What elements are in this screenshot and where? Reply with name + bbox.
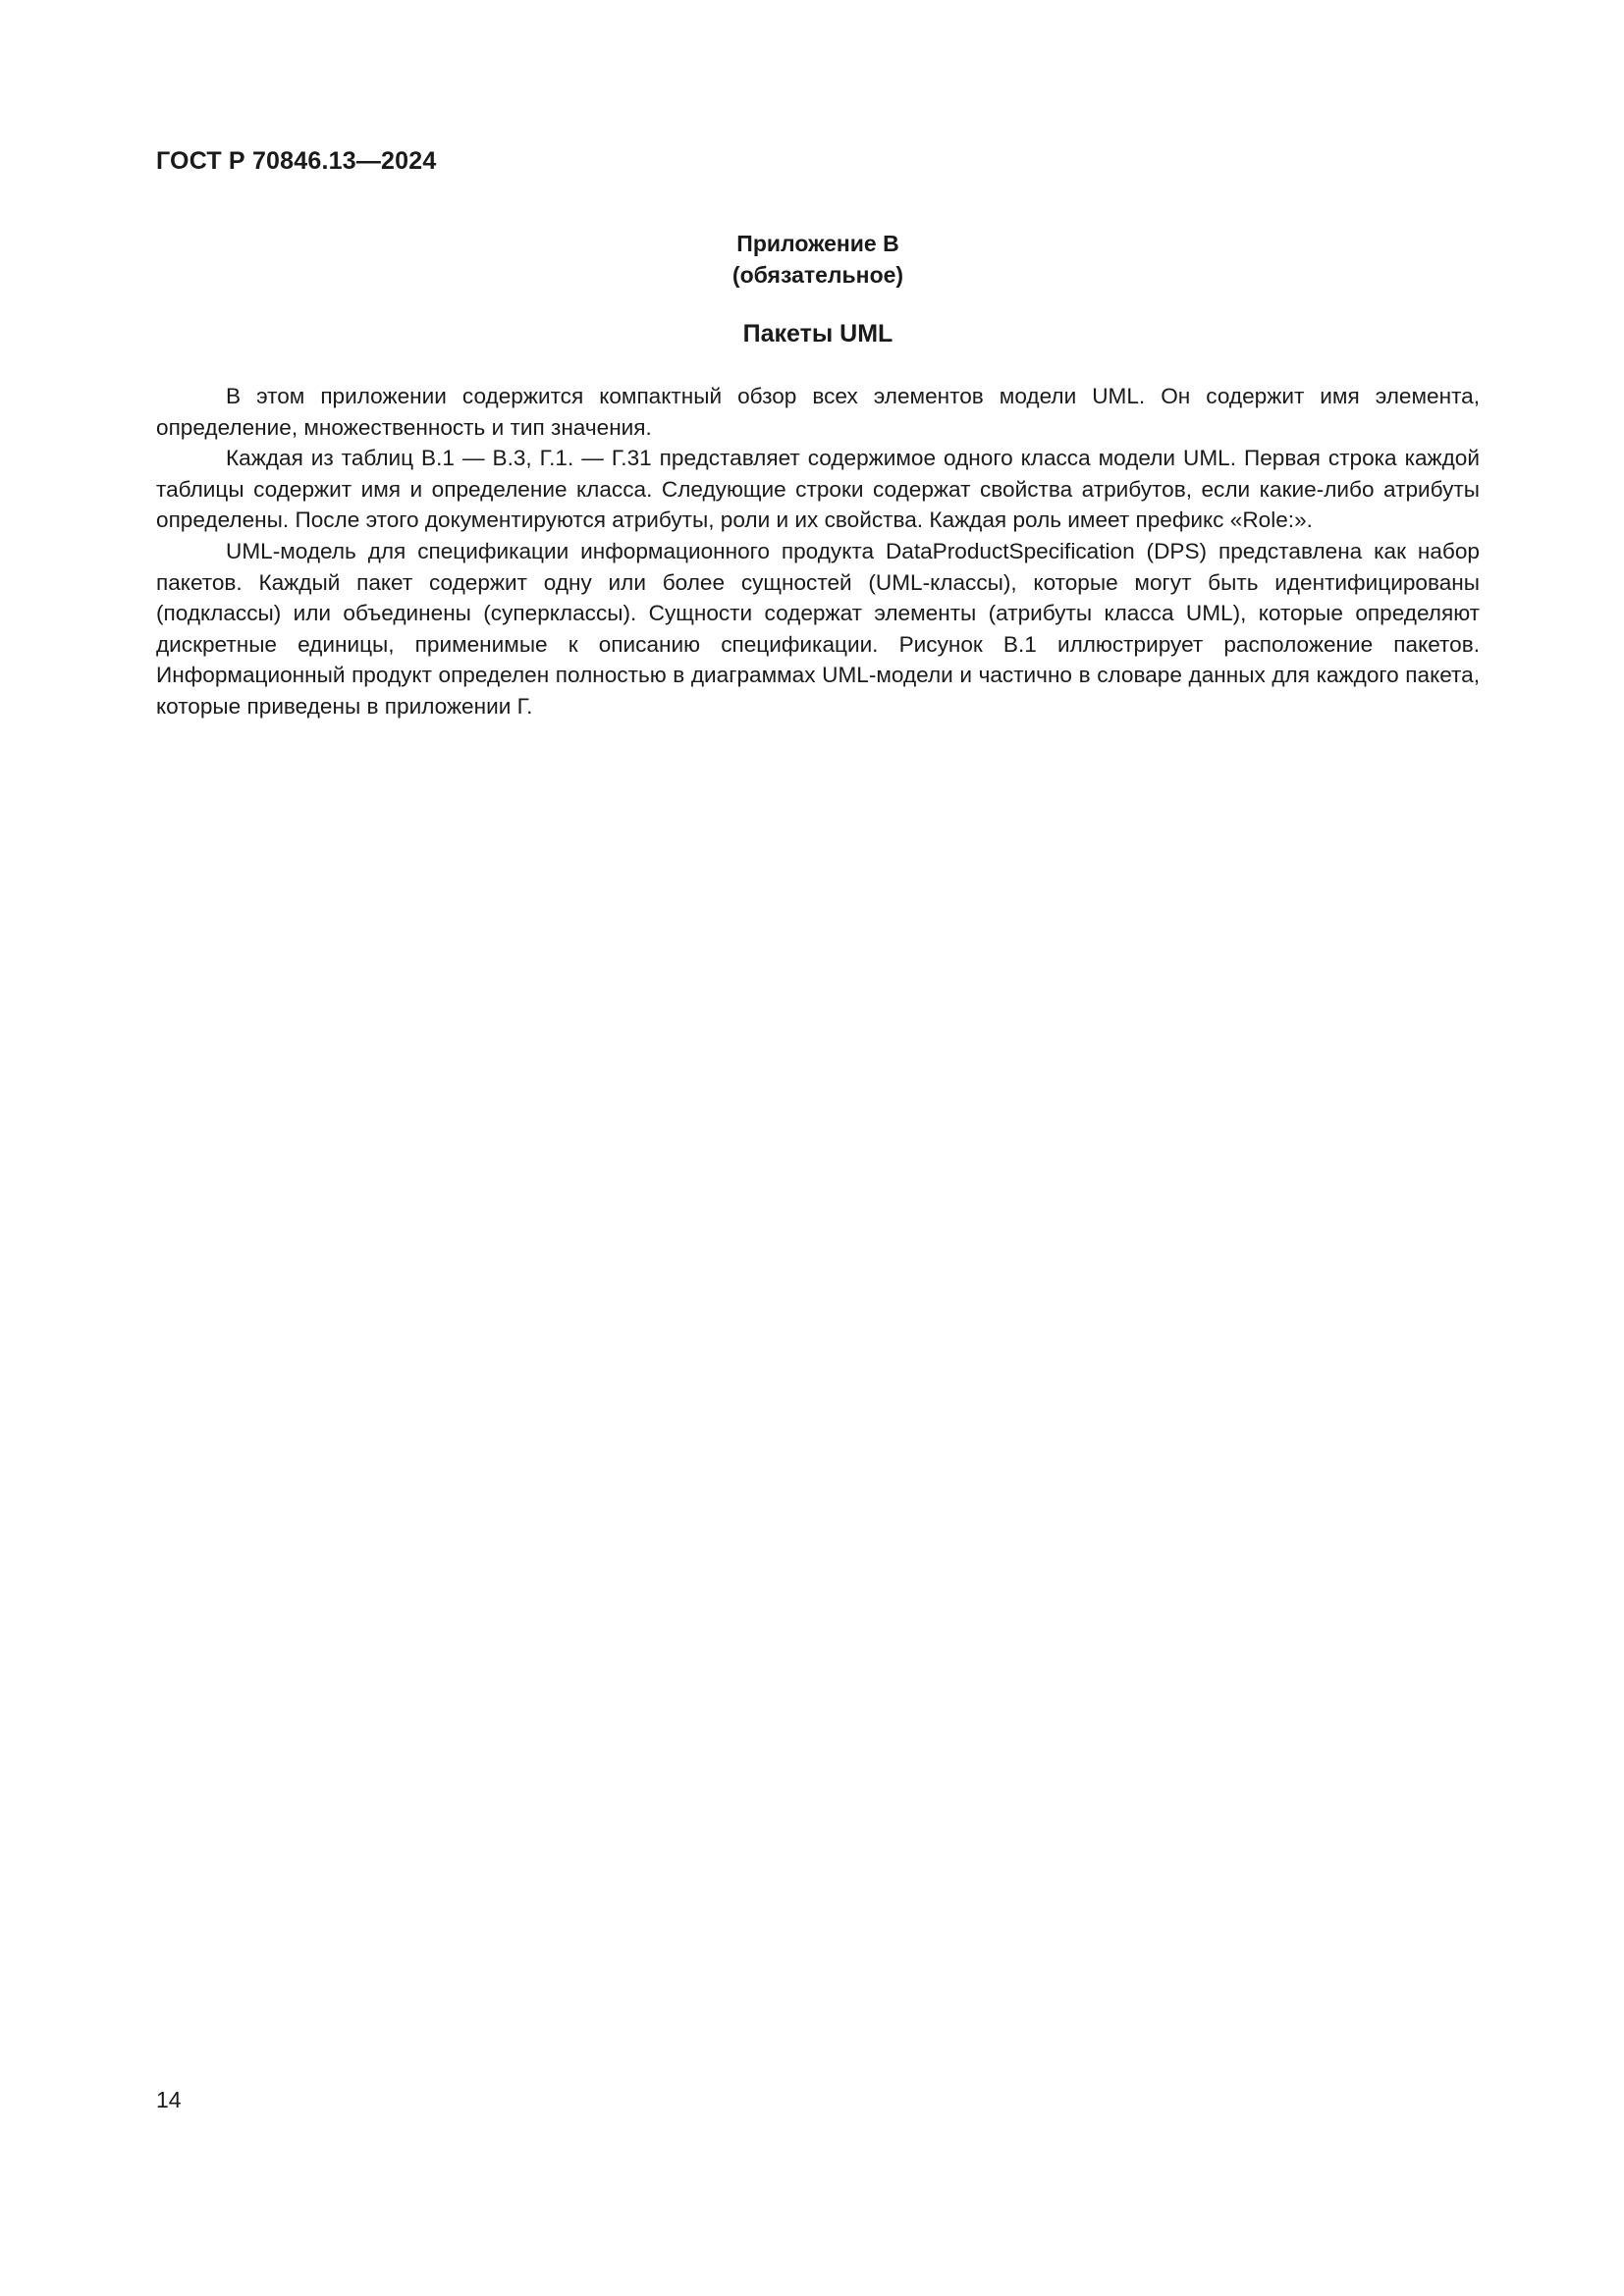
document-id-header: ГОСТ Р 70846.13—2024 xyxy=(156,147,437,175)
appendix-status: (обязательное) xyxy=(731,262,904,288)
body-text xyxy=(156,381,1480,722)
appendix-title: Приложение В xyxy=(736,231,899,256)
page-number: 14 xyxy=(156,2087,182,2112)
paragraph: UML-модель для спецификации информационного продукта DataProductSpecification (DPS) представлена как набор пакетов. Каждый пакет содержит одну или более сущностей (UML-классы), которые могут быть идентифицированы (подклассы) или объединены (суперклассы). Сущности содержат элементы (атрибуты класса UML), которые определяют дискретные единицы, применимые к описанию спецификации. Рисунок В.1 иллюстрирует расположение пакетов. Информационный продукт определен полностью в диаграммах UML-модели и частично в словаре данных для каждого пакета, которые приведены в приложении Г. xyxy=(156,538,1480,719)
appendix-heading xyxy=(156,228,1480,291)
paragraph: В этом приложении содержится компактный обзор всех элементов модели UML. Он содержит имя элемента, определение, множественность и тип значения. xyxy=(156,384,1480,440)
paragraph: Каждая из таблиц В.1 — В.3, Г.1. — Г.31 представляет содержимое одного класса модели UML. Первая строка каждой таблицы содержит имя и определение класса. Следующие строки содержат свойства атрибутов, если какие-либо атрибуты определены. После этого документируются атрибуты, роли и их свойства. Каждая роль имеет префикс «Role:». xyxy=(156,446,1480,533)
section-title: Пакеты UML xyxy=(742,320,893,347)
